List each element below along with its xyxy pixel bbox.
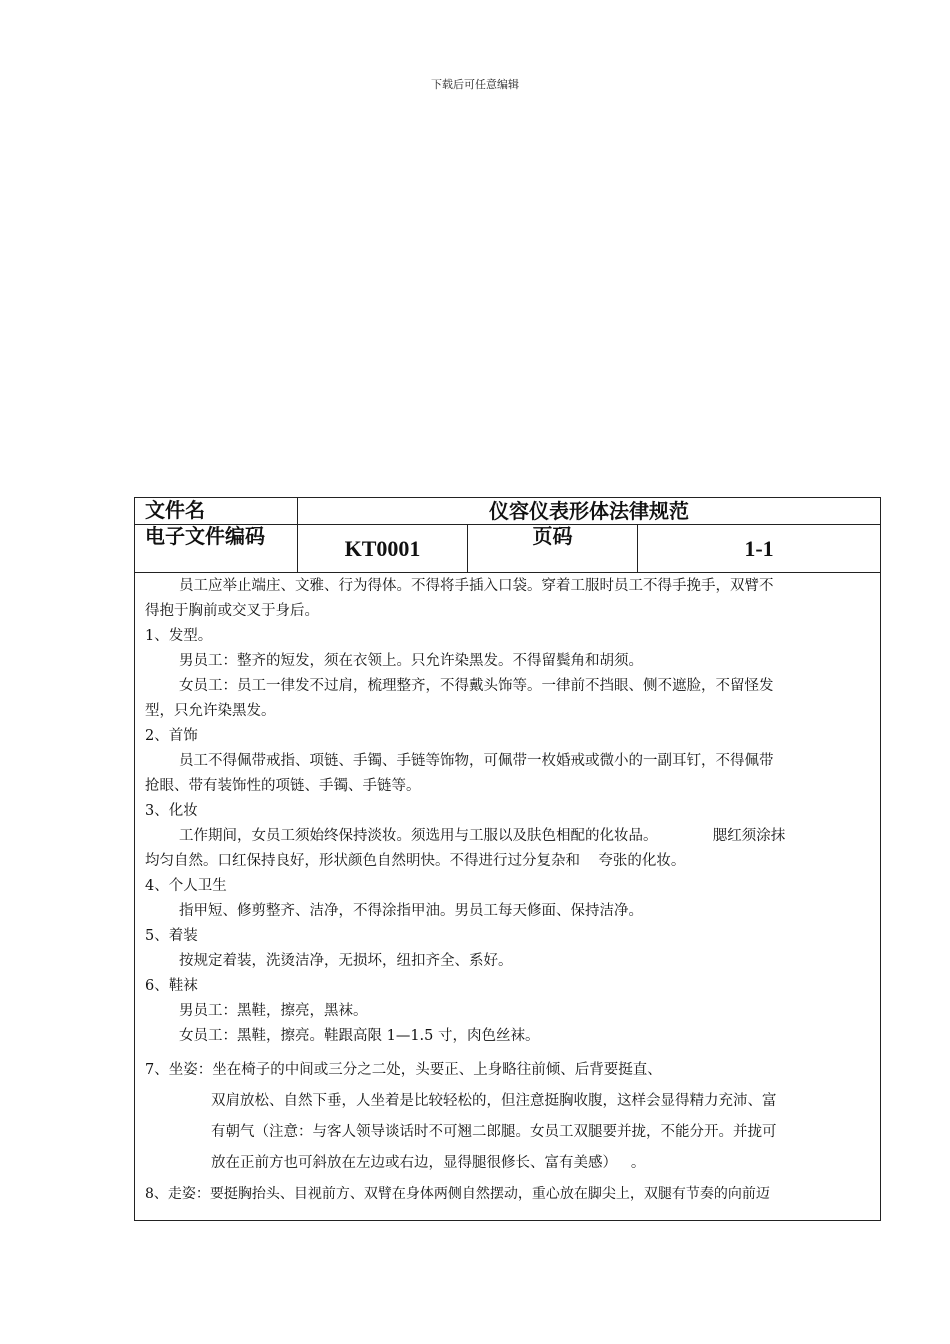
section-3-title: 3、化妆: [145, 803, 198, 819]
section-3-text-1: 工作期间，女员工须始终保持淡妆。须选用与工服以及肤色相配的化妆品。 腮红须涂抹: [179, 828, 786, 844]
section-2-title: 2、首饰: [145, 728, 198, 744]
section-6-male: 男员工：黑鞋，擦亮，黑袜。: [179, 1003, 368, 1019]
section-6-title: 6、鞋袜: [145, 978, 198, 994]
title-row: [135, 498, 880, 525]
section-6-female: 女员工：黑鞋，擦亮。鞋跟高限 1—1.5 寸，肉色丝袜。: [179, 1028, 540, 1044]
section-2-text-2: 抢眼、带有装饰性的项链、手镯、手链等。: [145, 778, 421, 794]
document-title: 仪容仪表形体法律规范: [489, 499, 689, 523]
page-label: 页码: [468, 524, 638, 572]
section-8-line-1: 8、走姿：要挺胸抬头、目视前方、双臂在身体两侧自然摆动，重心放在脚尖上，双腿有节奏的向前迈: [145, 1186, 770, 1202]
code-row: [135, 524, 880, 573]
section-5-text: 按规定着装，洗烫洁净，无损坏，纽扣齐全、系好。: [179, 953, 513, 969]
section-7-line-3: 有朝气（注意：与客人领导谈话时不可翘二郎腿。女员工双腿要并拢，不能分开。并拢可: [211, 1124, 777, 1140]
intro-line-2: 得抱于胸前或交叉于身后。: [145, 603, 319, 619]
section-1-female-1: 女员工：员工一律发不过肩，梳理整齐，不得戴头饰等。一律前不挡眼、侧不遮脸，不留怪发: [179, 678, 774, 694]
section-4-text: 指甲短、修剪整齐、洁净，不得涂指甲油。男员工每天修面、保持洁净。: [179, 903, 643, 919]
header-note: 下载后可任意编辑: [431, 78, 519, 91]
document-body: [135, 572, 880, 1210]
section-7-line-1: 7、坐姿：坐在椅子的中间或三分之二处，头要正、上身略往前倾、后背要挺直、: [145, 1062, 662, 1078]
section-5-title: 5、着装: [145, 928, 198, 944]
section-1-female-2: 型，只允许染黑发。: [145, 703, 276, 719]
section-2-text-1: 员工不得佩带戒指、项链、手镯、手链等饰物，可佩带一枚婚戒或微小的一副耳钉，不得佩带: [179, 753, 774, 769]
section-1-title: 1、发型。: [145, 628, 213, 644]
section-4-title: 4、个人卫生: [145, 878, 227, 894]
document-table: [134, 497, 881, 1221]
section-1-male: 男员工：整齐的短发，须在衣领上。只允许染黑发。不得留鬓角和胡须。: [179, 653, 643, 669]
file-name-label: 文件名: [135, 498, 298, 524]
code-value: KT0001: [298, 524, 468, 572]
intro-line-1: 员工应举止端庄、文雅、行为得体。不得将手插入口袋。穿着工服时员工不得手挽手，双臂不: [179, 578, 774, 594]
section-7-line-4: 放在正前方也可斜放在左边或右边，显得腿很修长、富有美感） 。: [211, 1155, 646, 1171]
section-3-text-2: 均匀自然。口红保持良好，形状颜色自然明快。不得进行过分复杂和 夸张的化妆。: [145, 853, 686, 869]
code-label: 电子文件编码: [135, 524, 298, 572]
page-value: 1-1: [744, 536, 774, 561]
section-7-line-2: 双肩放松、自然下垂，人坐着是比较轻松的，但注意挺胸收腹，这样会显得精力充沛、富: [211, 1093, 777, 1109]
